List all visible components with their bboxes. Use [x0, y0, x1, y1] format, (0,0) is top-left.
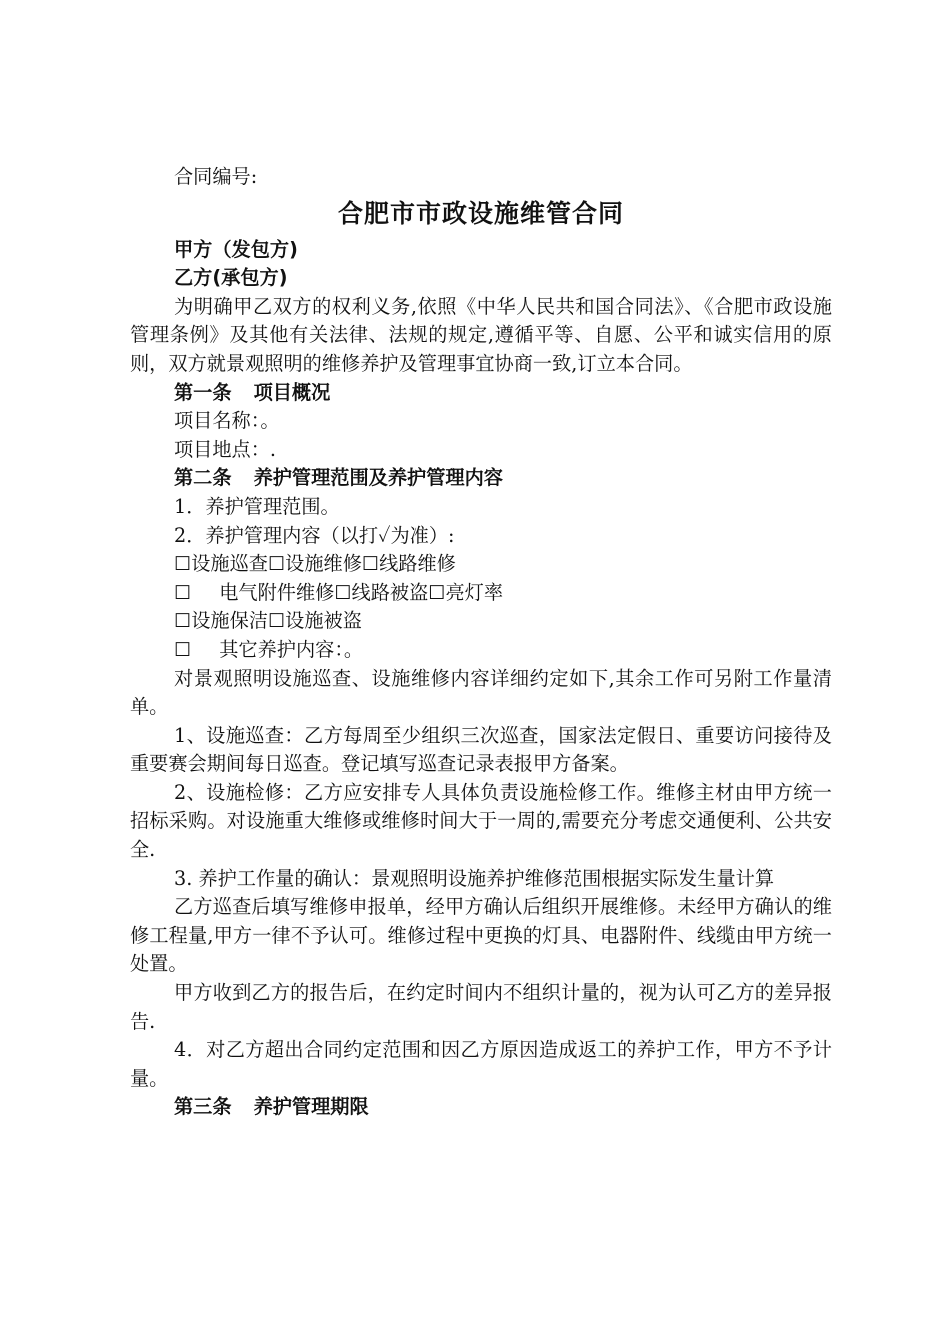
article-1-number: 第一条	[174, 380, 232, 404]
contract-page	[130, 163, 832, 1122]
article-2-heading	[130, 464, 832, 493]
project-name: 项目名称：。	[174, 409, 280, 433]
checkbox-line-4-text: 其它养护内容：。	[219, 637, 364, 661]
article-2-number: 第二条	[174, 466, 232, 490]
detail-rework: 4．对乙方超出合同约定范围和因乙方原因造成返工的养护工作，甲方不予计量。	[130, 1038, 832, 1090]
checkbox-line-3: ☐设施保洁☐设施被盗	[174, 609, 362, 633]
project-location: 项目地点：.	[174, 437, 277, 461]
detail-intro: 对景观照明设施巡查、设施维修内容详细约定如下,其余工作可另附工作量清单。	[130, 666, 832, 719]
party-b: 乙方(承包方)	[174, 266, 288, 290]
article-1-heading	[130, 379, 832, 408]
detail-inspection: 1、设施巡查：乙方每周至少组织三次巡查，国家法定假日、重要访问接待及重要赛会期间每日巡查。登记填写巡查记录表报甲方备案。	[130, 723, 832, 776]
detail-workload-3: 甲方收到乙方的报告后，在约定时间内不组织计量的，视为认可乙方的差异报告.	[130, 981, 832, 1033]
article-2-title: 养护管理范围及养护管理内容	[253, 466, 503, 490]
checkbox-electrical: ☐	[174, 580, 192, 604]
checkbox-line-2-text: 电气附件维修☐线路被盗☐亮灯率	[219, 580, 504, 604]
scope-item: 1．养护管理范围。	[174, 494, 340, 518]
detail-workload-2: 乙方巡查后填写维修申报单，经甲方确认后组织开展维修。未经甲方确认的维修工程量,甲方一律不予认可。维修过程中更换的灯具、电器附件、线缆由甲方统一处置。	[130, 895, 832, 976]
article-3-heading	[130, 1093, 832, 1122]
contract-number-label: 合同编号:	[174, 165, 258, 188]
party-a: 甲方（发包方)	[174, 237, 298, 261]
intro-paragraph: 为明确甲乙双方的权利义务,依照《中华人民共和国合同法》、《合肥市政设施管理条例》及其他有关法律、法规的规定,遵循平等、自愿、公平和诚实信用的原则，双方就景观照明的维修养护及管理事宜协商一致,订立本合同。	[130, 294, 832, 375]
checkbox-line-4	[130, 636, 832, 665]
article-3-title: 养护管理期限	[253, 1095, 369, 1119]
content-item: 2．养护管理内容（以打✓为准）:	[174, 523, 455, 547]
detail-workload: 3. 养护工作量的确认：景观照明设施养护维修范围根据实际发生量计算	[174, 866, 775, 890]
checkbox-other: ☐	[174, 637, 192, 661]
article-1-title: 项目概况	[253, 380, 331, 404]
article-3-number: 第三条	[174, 1095, 232, 1119]
document-title: 合肥市市政设施维管合同	[337, 198, 624, 228]
checkbox-line-1: ☐设施巡查☐设施维修☐线路维修	[174, 552, 456, 576]
detail-maintenance: 2、设施检修：乙方应安排专人具体负责设施检修工作。维修主材由甲方统一招标采购。对设施重大维修或维修时间大于一周的,需要充分考虑交通便利、公共安全.	[130, 780, 832, 862]
checkbox-line-2	[130, 579, 832, 608]
